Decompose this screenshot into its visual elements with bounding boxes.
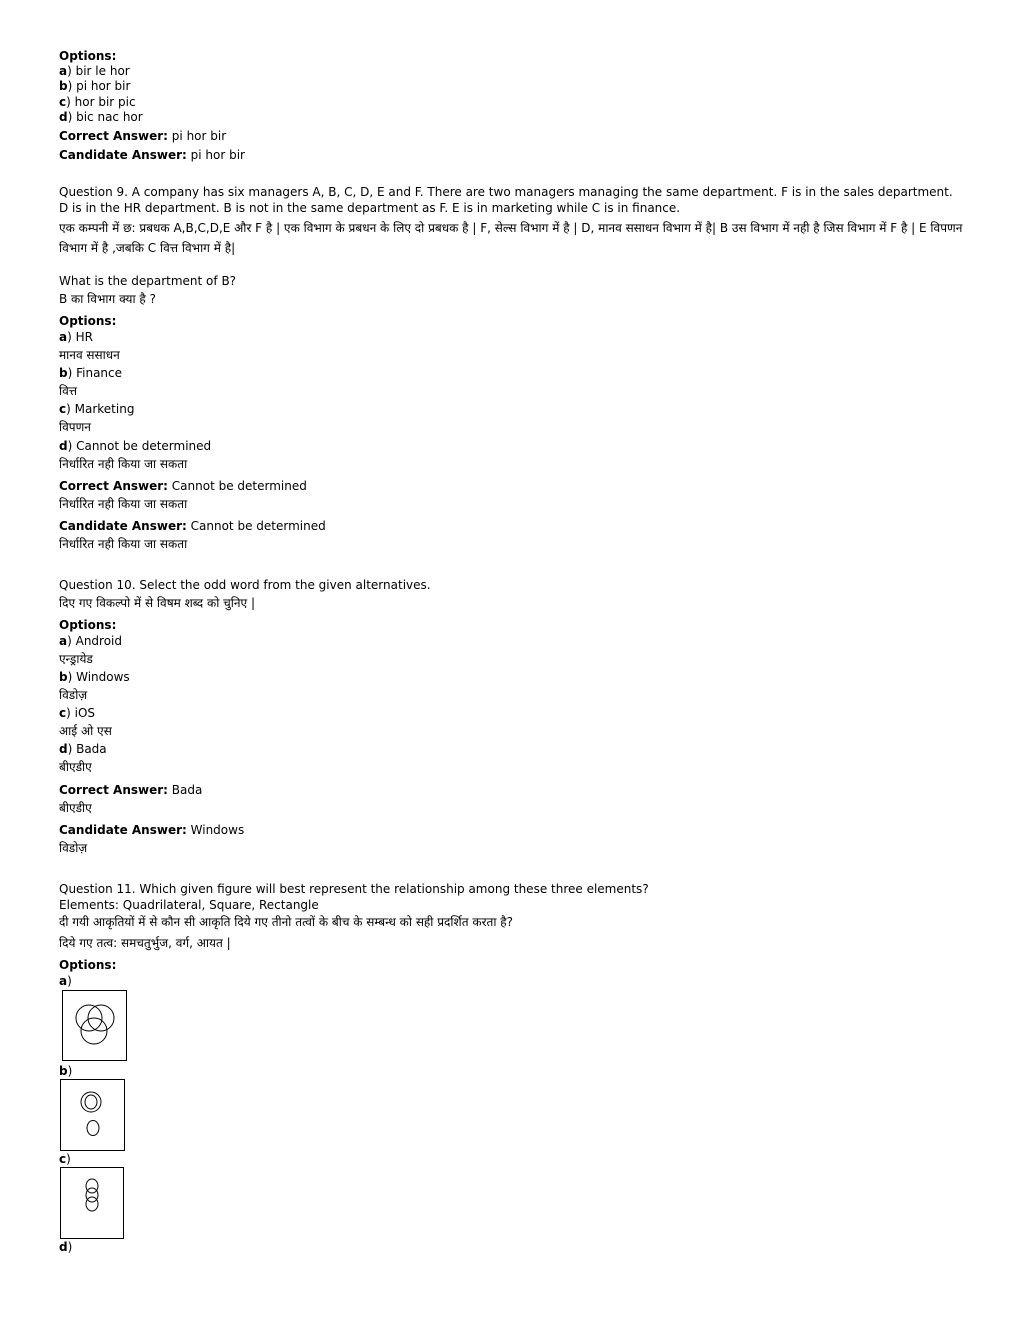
q8-option-a: a) bir le hor bbox=[59, 64, 130, 78]
q11-question-hi: दी गयी आकृतियों में से कौन सी आकृति दिये गए तीनो तत्वों के बीच के सम्बन्ध को सही प्रदर्शित करता है? bbox=[59, 915, 513, 929]
nested-circle-with-separate-circle-icon bbox=[61, 1080, 124, 1150]
q8-candidate-answer bbox=[59, 146, 245, 164]
option-text: HR bbox=[75, 330, 93, 344]
three-stacked-circles-icon bbox=[61, 1168, 123, 1238]
q9-option-d-hi: निर्धारित नही किया जा सकता bbox=[59, 457, 188, 471]
q9-option-d: d) Cannot be determined bbox=[59, 439, 212, 453]
option-text: iOS bbox=[74, 706, 96, 720]
q8-option-b: b) pi hor bir bbox=[59, 79, 131, 93]
option-text: pi hor bir bbox=[76, 79, 131, 93]
q11-option-b: b) bbox=[59, 1064, 73, 1078]
correct-answer-value: Bada bbox=[171, 783, 203, 797]
q11-elements-en: Elements: Quadrilateral, Square, Rectangle bbox=[59, 898, 319, 912]
q10-question-en: Question 10. Select the odd word from the given alternatives. bbox=[59, 578, 431, 592]
option-letter: a bbox=[59, 634, 68, 648]
candidate-answer-value: Cannot be determined bbox=[190, 519, 326, 533]
correct-answer-value: Cannot be determined bbox=[171, 479, 307, 493]
option-text: Cannot be determined bbox=[76, 439, 212, 453]
q9-subquestion-hi: B का विभाग क्या है ? bbox=[59, 292, 156, 306]
option-letter: b bbox=[59, 79, 68, 93]
candidate-answer-value: pi hor bir bbox=[190, 148, 245, 162]
q10-option-c: c) iOS bbox=[59, 706, 96, 720]
option-letter: b bbox=[59, 670, 68, 684]
option-letter: b bbox=[59, 1064, 68, 1078]
q10-candidate-answer bbox=[59, 821, 244, 839]
option-letter: d bbox=[59, 110, 68, 124]
venn-three-overlapping-circles-icon bbox=[63, 991, 126, 1060]
option-text: Android bbox=[75, 634, 123, 648]
q8-option-c: c) hor bir pic bbox=[59, 95, 136, 109]
option-text: hor bir pic bbox=[74, 95, 136, 109]
option-text: Finance bbox=[76, 366, 123, 380]
q10-option-b: b) Windows bbox=[59, 670, 130, 684]
q10-option-b-hi: विडोज़ bbox=[59, 688, 88, 702]
q9-option-a: a) HR bbox=[59, 330, 93, 344]
q9-subquestion-en: What is the department of B? bbox=[59, 274, 237, 288]
option-letter: a bbox=[59, 330, 68, 344]
q11-option-a: a) bbox=[59, 974, 72, 988]
q10-correct-answer bbox=[59, 781, 202, 799]
q9-option-b: b) Finance bbox=[59, 366, 123, 380]
q10-option-a: a) Android bbox=[59, 634, 123, 648]
q11-option-a-figure bbox=[62, 990, 127, 1061]
q10-option-a-hi: एन्ड्रायेड bbox=[59, 652, 93, 666]
q8-options-label: Options: bbox=[59, 49, 117, 63]
option-letter: d bbox=[59, 439, 68, 453]
correct-answer-label: Correct Answer: bbox=[59, 129, 168, 143]
q11-elements-hi: दिये गए तत्व: समचतुर्भुज, वर्ग, आयत | bbox=[59, 936, 231, 950]
correct-answer-value: pi hor bir bbox=[171, 129, 227, 143]
option-letter: c bbox=[59, 706, 67, 720]
option-letter: d bbox=[59, 742, 68, 756]
option-letter: c bbox=[59, 1152, 67, 1166]
q9-option-c: c) Marketing bbox=[59, 402, 135, 416]
q10-candidate-answer-hi: विडोज़ bbox=[59, 841, 88, 855]
q9-candidate-answer bbox=[59, 517, 326, 535]
candidate-answer-label: Candidate Answer: bbox=[59, 148, 187, 162]
option-text: Bada bbox=[76, 742, 107, 756]
correct-answer-label: Correct Answer: bbox=[59, 783, 168, 797]
correct-answer-label: Correct Answer: bbox=[59, 479, 168, 493]
option-letter: d bbox=[59, 1240, 68, 1254]
candidate-answer-label: Candidate Answer: bbox=[59, 823, 187, 837]
q10-question-hi: दिए गए विकल्पो में से विषम शब्द को चुनिए | bbox=[59, 596, 256, 610]
option-letter: b bbox=[59, 366, 68, 380]
q11-option-c: c) bbox=[59, 1152, 71, 1166]
q9-correct-answer bbox=[59, 477, 307, 495]
q10-option-d: d) Bada bbox=[59, 742, 107, 756]
q9-option-c-hi: विपणन bbox=[59, 420, 91, 434]
q9-option-b-hi: वित्त bbox=[59, 384, 78, 398]
q11-option-d: d) bbox=[59, 1240, 73, 1254]
q9-question-hi: एक कम्पनी में छ: प्रबधक A,B,C,D,E और F है | एक विभाग के प्रबधन के लिए दो प्रबधक है | F, सेल्स विभाग में है | D, मानव ससाधन विभाग में है| B उस विभाग में नही है जिस विभाग में F है | E विपणन विभाग में है ,जबकि C वित्त विभाग में है| bbox=[59, 221, 963, 255]
q9-option-a-hi: मानव ससाधन bbox=[59, 348, 120, 362]
candidate-answer-value: Windows bbox=[190, 823, 245, 837]
q10-option-c-hi: आई ओ एस bbox=[59, 724, 112, 738]
q11-option-c-figure bbox=[60, 1167, 124, 1239]
option-text: bir le hor bbox=[75, 64, 130, 78]
option-letter: a bbox=[59, 64, 68, 78]
q9-correct-answer-hi: निर्धारित नही किया जा सकता bbox=[59, 497, 188, 511]
q10-option-d-hi: बीएडीए bbox=[59, 760, 92, 774]
q8-option-d: d) bic nac hor bbox=[59, 110, 143, 124]
option-text: Marketing bbox=[74, 402, 135, 416]
option-letter: c bbox=[59, 95, 67, 109]
q11-option-b-figure bbox=[60, 1079, 125, 1151]
option-letter: a bbox=[59, 974, 68, 988]
option-letter: c bbox=[59, 402, 67, 416]
q11-question-en: Question 11. Which given figure will best represent the relationship among these three elements? bbox=[59, 882, 649, 896]
q9-options-label: Options: bbox=[59, 314, 117, 328]
option-text: Windows bbox=[76, 670, 130, 684]
q9-question-en: Question 9. A company has six managers A, B, C, D, E and F. There are two managers managing the same department. F is in the sales department. D is in the HR department. B is not in the same department as F. E is in marketing while C is in finance. bbox=[59, 185, 953, 215]
q10-options-label: Options: bbox=[59, 618, 117, 632]
q8-correct-answer bbox=[59, 127, 226, 145]
q9-candidate-answer-hi: निर्धारित नही किया जा सकता bbox=[59, 537, 188, 551]
candidate-answer-label: Candidate Answer: bbox=[59, 519, 187, 533]
q10-correct-answer-hi: बीएडीए bbox=[59, 801, 92, 815]
q11-options-label: Options: bbox=[59, 958, 117, 972]
option-text: bic nac hor bbox=[76, 110, 143, 124]
